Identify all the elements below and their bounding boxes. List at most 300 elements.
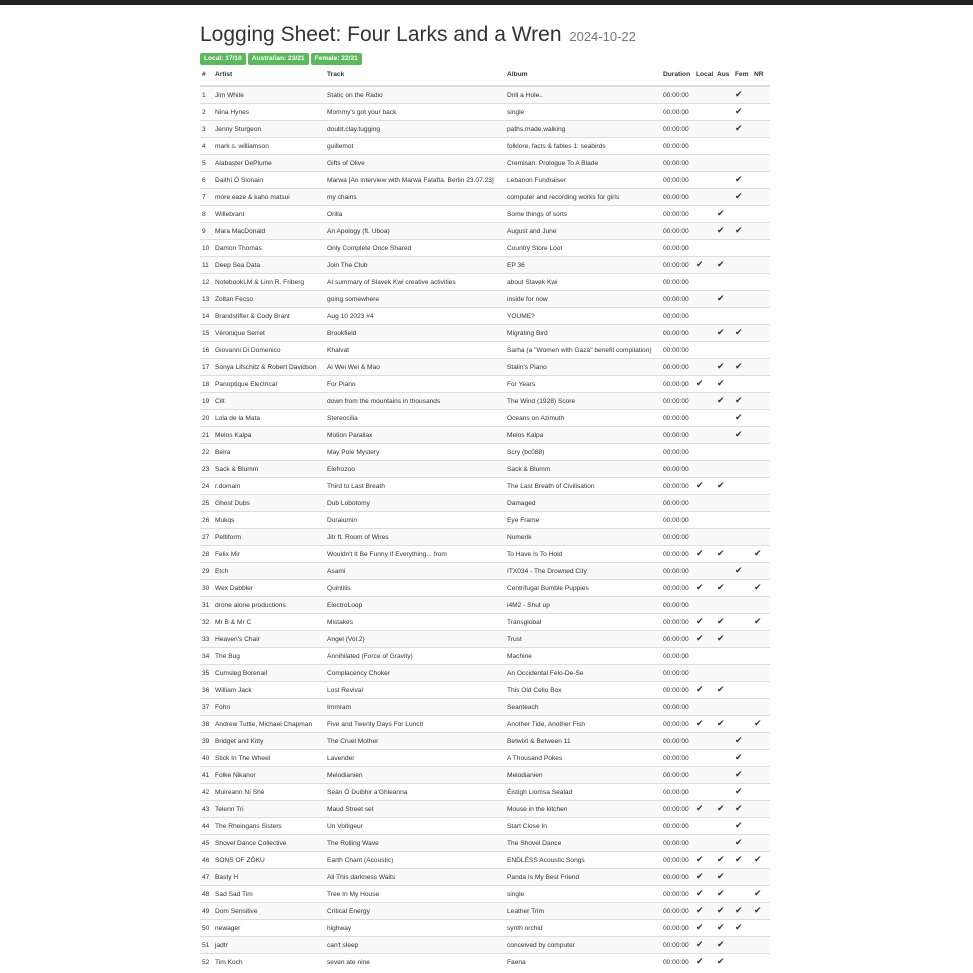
row-aus-check: ✔ <box>715 580 733 597</box>
row-artist: Jenny Sturgeon <box>213 121 325 138</box>
row-artist: Melos Kalpa <box>213 427 325 444</box>
row-fem-check <box>733 495 752 512</box>
row-track: Aug 10 2023 #4 <box>325 308 505 325</box>
row-fem-check: ✔ <box>733 172 752 189</box>
table-row <box>200 937 770 954</box>
row-album: YOUME? <box>505 308 661 325</box>
row-number: 25 <box>200 495 213 512</box>
row-fem-check: ✔ <box>733 767 752 784</box>
row-album: To Have Is To Hold <box>505 546 661 563</box>
row-album: Trust <box>505 631 661 648</box>
row-fem-check <box>733 597 752 614</box>
row-artist: Zoltan Fecso <box>213 291 325 308</box>
row-duration: 00:00:00 <box>661 597 694 614</box>
table-row <box>200 750 770 767</box>
row-artist: Shovel Dance Collective <box>213 835 325 852</box>
row-artist: jadtr <box>213 937 325 954</box>
row-nr-check <box>752 597 770 614</box>
row-aus-check <box>715 274 733 291</box>
row-number: 16 <box>200 342 213 359</box>
table-row <box>200 291 770 308</box>
row-album: ITX034 - The Drowned City <box>505 563 661 580</box>
row-album: Éistigh Liomsa Sealad <box>505 784 661 801</box>
row-track: Critical Energy <box>325 903 505 920</box>
row-track: Mistakes <box>325 614 505 631</box>
row-aus-check: ✔ <box>715 937 733 954</box>
row-number: 29 <box>200 563 213 580</box>
row-duration: 00:00:00 <box>661 393 694 410</box>
row-nr-check <box>752 750 770 767</box>
table-row <box>200 699 770 716</box>
row-album: Start Close In <box>505 818 661 835</box>
row-duration: 00:00:00 <box>661 563 694 580</box>
row-track: Dub Lobotomy <box>325 495 505 512</box>
row-fem-check: ✔ <box>733 818 752 835</box>
row-track: Join The Club <box>325 257 505 274</box>
row-number: 28 <box>200 546 213 563</box>
row-nr-check <box>752 767 770 784</box>
row-duration: 00:00:00 <box>661 954 694 971</box>
row-album: Sarha (a "Women with Gaza" benefit compilation) <box>505 342 661 359</box>
row-number: 13 <box>200 291 213 308</box>
table-row <box>200 155 770 172</box>
table-row <box>200 716 770 733</box>
row-local-check <box>694 529 715 546</box>
row-duration: 00:00:00 <box>661 291 694 308</box>
table-row <box>200 478 770 495</box>
row-fem-check: ✔ <box>733 427 752 444</box>
row-fem-check: ✔ <box>733 920 752 937</box>
row-track: seven ate nine <box>325 954 505 971</box>
row-number: 42 <box>200 784 213 801</box>
row-nr-check <box>752 495 770 512</box>
row-track: Ai Wei Wei & Mao <box>325 359 505 376</box>
row-artist: Lola de la Mata <box>213 410 325 427</box>
row-local-check <box>694 138 715 155</box>
row-local-check <box>694 648 715 665</box>
row-aus-check <box>715 240 733 257</box>
row-number: 41 <box>200 767 213 784</box>
row-aus-check <box>715 835 733 852</box>
row-album: Numerik <box>505 529 661 546</box>
row-duration: 00:00:00 <box>661 886 694 903</box>
row-duration: 00:00:00 <box>661 461 694 478</box>
row-artist: Panoptique Electrical <box>213 376 325 393</box>
row-album: Some things of sorts <box>505 206 661 223</box>
row-artist: Fohn <box>213 699 325 716</box>
row-nr-check <box>752 427 770 444</box>
row-local-check: ✔ <box>694 886 715 903</box>
header-number: # <box>200 68 213 86</box>
row-track: For Piano <box>325 376 505 393</box>
row-album: Betwixt & Between 11 <box>505 733 661 750</box>
row-fem-check <box>733 376 752 393</box>
row-duration: 00:00:00 <box>661 86 694 104</box>
table-row <box>200 614 770 631</box>
row-local-check <box>694 495 715 512</box>
table-row <box>200 733 770 750</box>
row-aus-check <box>715 784 733 801</box>
row-local-check: ✔ <box>694 716 715 733</box>
row-artist: Andrew Tuttle, Michael Chapman <box>213 716 325 733</box>
row-album: folklore, facts & fables 1: seabirds <box>505 138 661 155</box>
table-row <box>200 886 770 903</box>
row-local-check <box>694 427 715 444</box>
row-nr-check <box>752 631 770 648</box>
row-artist: Stick In The Wheel <box>213 750 325 767</box>
row-duration: 00:00:00 <box>661 325 694 342</box>
row-fem-check <box>733 886 752 903</box>
row-duration: 00:00:00 <box>661 495 694 512</box>
row-artist: Sack & Blumm <box>213 461 325 478</box>
row-number: 32 <box>200 614 213 631</box>
header-aus: Aus <box>715 68 733 86</box>
row-fem-check <box>733 665 752 682</box>
row-nr-check <box>752 342 770 359</box>
table-row <box>200 325 770 342</box>
row-artist: Mukqs <box>213 512 325 529</box>
row-album: August and June <box>505 223 661 240</box>
table-row <box>200 376 770 393</box>
table-row <box>200 257 770 274</box>
row-duration: 00:00:00 <box>661 733 694 750</box>
row-nr-check <box>752 86 770 104</box>
row-artist: Cumsleg Borenail <box>213 665 325 682</box>
row-duration: 00:00:00 <box>661 359 694 376</box>
row-artist: Basty H <box>213 869 325 886</box>
row-nr-check <box>752 206 770 223</box>
row-local-check <box>694 121 715 138</box>
row-fem-check <box>733 954 752 971</box>
table-header-row <box>200 68 770 86</box>
row-artist: Dom Sensitive <box>213 903 325 920</box>
row-number: 19 <box>200 393 213 410</box>
row-track: Elefrozoo <box>325 461 505 478</box>
row-track: The Cruel Mother <box>325 733 505 750</box>
row-duration: 00:00:00 <box>661 937 694 954</box>
row-aus-check <box>715 529 733 546</box>
page-heading <box>200 22 770 50</box>
row-track: down from the mountains in thousands <box>325 393 505 410</box>
page-title: Logging Sheet: Four Larks and a Wren <box>200 23 562 46</box>
row-fem-check: ✔ <box>733 410 752 427</box>
row-aus-check: ✔ <box>715 393 733 410</box>
row-album: This Old Cello Box <box>505 682 661 699</box>
row-number: 9 <box>200 223 213 240</box>
row-local-check: ✔ <box>694 631 715 648</box>
row-aus-check <box>715 444 733 461</box>
table-row <box>200 835 770 852</box>
table-row <box>200 427 770 444</box>
row-number: 15 <box>200 325 213 342</box>
row-aus-check <box>715 410 733 427</box>
row-fem-check <box>733 291 752 308</box>
row-album: Another Tide, Another Fish <box>505 716 661 733</box>
row-nr-check <box>752 682 770 699</box>
row-nr-check <box>752 699 770 716</box>
row-album: synth orchid <box>505 920 661 937</box>
row-aus-check: ✔ <box>715 869 733 886</box>
row-nr-check <box>752 223 770 240</box>
table-row <box>200 903 770 920</box>
table-row <box>200 784 770 801</box>
row-artist: Telenn Tri <box>213 801 325 818</box>
table-row <box>200 665 770 682</box>
row-local-check <box>694 223 715 240</box>
row-number: 12 <box>200 274 213 291</box>
row-nr-check <box>752 801 770 818</box>
row-fem-check: ✔ <box>733 393 752 410</box>
row-number: 48 <box>200 886 213 903</box>
row-album: A Thousand Pokes <box>505 750 661 767</box>
row-local-check <box>694 699 715 716</box>
row-aus-check: ✔ <box>715 903 733 920</box>
row-album: The Shovel Dance <box>505 835 661 852</box>
row-number: 35 <box>200 665 213 682</box>
row-number: 50 <box>200 920 213 937</box>
row-fem-check <box>733 869 752 886</box>
row-album: Melodianien <box>505 767 661 784</box>
header-duration: Duration <box>661 68 694 86</box>
row-album: Faena <box>505 954 661 971</box>
row-number: 17 <box>200 359 213 376</box>
row-track: doubt.clay.tugging <box>325 121 505 138</box>
table-row <box>200 495 770 512</box>
row-number: 21 <box>200 427 213 444</box>
row-fem-check <box>733 138 752 155</box>
row-fem-check: ✔ <box>733 121 752 138</box>
table-row <box>200 359 770 376</box>
row-local-check: ✔ <box>694 954 715 971</box>
row-duration: 00:00:00 <box>661 274 694 291</box>
row-fem-check <box>733 682 752 699</box>
header-album: Album <box>505 68 661 86</box>
quota-badges <box>200 53 770 66</box>
row-fem-check <box>733 342 752 359</box>
row-album: Transglobal <box>505 614 661 631</box>
row-duration: 00:00:00 <box>661 308 694 325</box>
row-local-check <box>694 86 715 104</box>
row-artist: Heaven's Chair <box>213 631 325 648</box>
row-artist: Véronique Serret <box>213 325 325 342</box>
row-nr-check <box>752 444 770 461</box>
row-number: 30 <box>200 580 213 597</box>
row-duration: 00:00:00 <box>661 869 694 886</box>
row-album: single <box>505 104 661 121</box>
row-number: 2 <box>200 104 213 121</box>
row-number: 40 <box>200 750 213 767</box>
row-duration: 00:00:00 <box>661 580 694 597</box>
row-track: Quintilis <box>325 580 505 597</box>
table-row <box>200 444 770 461</box>
row-local-check <box>694 818 715 835</box>
row-fem-check <box>733 529 752 546</box>
row-number: 24 <box>200 478 213 495</box>
row-fem-check <box>733 308 752 325</box>
row-album: Drill a Hole.. <box>505 86 661 104</box>
row-fem-check <box>733 614 752 631</box>
row-track: Khalvat <box>325 342 505 359</box>
row-aus-check <box>715 597 733 614</box>
row-local-check <box>694 325 715 342</box>
table-row <box>200 869 770 886</box>
row-track: going somewhere <box>325 291 505 308</box>
row-duration: 00:00:00 <box>661 818 694 835</box>
row-number: 5 <box>200 155 213 172</box>
table-row <box>200 274 770 291</box>
row-fem-check: ✔ <box>733 750 752 767</box>
row-artist: Muireann Ní Shé <box>213 784 325 801</box>
row-number: 4 <box>200 138 213 155</box>
table-row <box>200 546 770 563</box>
row-aus-check <box>715 189 733 206</box>
row-local-check <box>694 155 715 172</box>
table-row <box>200 121 770 138</box>
row-aus-check: ✔ <box>715 257 733 274</box>
row-local-check: ✔ <box>694 376 715 393</box>
row-duration: 00:00:00 <box>661 427 694 444</box>
row-track: Mommy's got your back <box>325 104 505 121</box>
row-artist: Daithí Ó Sionain <box>213 172 325 189</box>
row-local-check <box>694 342 715 359</box>
row-artist: newager <box>213 920 325 937</box>
row-aus-check: ✔ <box>715 223 733 240</box>
row-artist: Alabaster DePlume <box>213 155 325 172</box>
row-aus-check <box>715 512 733 529</box>
row-number: 43 <box>200 801 213 818</box>
row-nr-check <box>752 376 770 393</box>
row-local-check <box>694 308 715 325</box>
row-nr-check <box>752 478 770 495</box>
row-duration: 00:00:00 <box>661 104 694 121</box>
row-track: Lost Revival <box>325 682 505 699</box>
row-track: May Pole Mystery <box>325 444 505 461</box>
table-row <box>200 852 770 869</box>
row-duration: 00:00:00 <box>661 410 694 427</box>
table-row <box>200 818 770 835</box>
table-row <box>200 563 770 580</box>
row-duration: 00:00:00 <box>661 529 694 546</box>
row-number: 10 <box>200 240 213 257</box>
row-local-check <box>694 750 715 767</box>
row-fem-check <box>733 546 752 563</box>
row-aus-check: ✔ <box>715 376 733 393</box>
table-row <box>200 342 770 359</box>
tracks-table <box>200 68 770 970</box>
row-aus-check: ✔ <box>715 920 733 937</box>
row-aus-check: ✔ <box>715 716 733 733</box>
row-nr-check: ✔ <box>752 903 770 920</box>
row-aus-check: ✔ <box>715 682 733 699</box>
row-duration: 00:00:00 <box>661 801 694 818</box>
row-nr-check <box>752 257 770 274</box>
row-track: Stereocilia <box>325 410 505 427</box>
row-track: Earth Chant (Acoustic) <box>325 852 505 869</box>
row-fem-check: ✔ <box>733 784 752 801</box>
row-artist: more eaze & kaho matsui <box>213 189 325 206</box>
table-row <box>200 240 770 257</box>
row-artist: mark s. williamson <box>213 138 325 155</box>
row-nr-check <box>752 529 770 546</box>
row-album: The Wind (1928) Score <box>505 393 661 410</box>
row-album: single <box>505 886 661 903</box>
row-number: 7 <box>200 189 213 206</box>
australian-quota-badge: Australian: 23/21 <box>248 53 309 65</box>
row-track: my chains <box>325 189 505 206</box>
row-duration: 00:00:00 <box>661 699 694 716</box>
header-fem: Fem <box>733 68 752 86</box>
row-nr-check: ✔ <box>752 716 770 733</box>
row-local-check: ✔ <box>694 257 715 274</box>
row-aus-check: ✔ <box>715 852 733 869</box>
row-fem-check: ✔ <box>733 223 752 240</box>
row-nr-check <box>752 393 770 410</box>
row-artist: Willebrant <box>213 206 325 223</box>
row-artist: Etch <box>213 563 325 580</box>
row-local-check <box>694 410 715 427</box>
row-nr-check <box>752 274 770 291</box>
row-duration: 00:00:00 <box>661 121 694 138</box>
row-artist: Deep Sea Data <box>213 257 325 274</box>
row-duration: 00:00:00 <box>661 223 694 240</box>
row-local-check <box>694 784 715 801</box>
row-local-check: ✔ <box>694 852 715 869</box>
row-artist: Jim White <box>213 86 325 104</box>
row-album: about Slavek Kwi <box>505 274 661 291</box>
row-artist: Beira <box>213 444 325 461</box>
row-artist: Peltiform <box>213 529 325 546</box>
row-nr-check <box>752 325 770 342</box>
row-aus-check <box>715 121 733 138</box>
row-nr-check <box>752 648 770 665</box>
row-local-check <box>694 189 715 206</box>
row-nr-check <box>752 784 770 801</box>
table-row <box>200 138 770 155</box>
row-artist: Ghost Dubs <box>213 495 325 512</box>
row-artist: Sonya Lifschitz & Robert Davidson <box>213 359 325 376</box>
header-artist: Artist <box>213 68 325 86</box>
top-bar <box>0 0 973 5</box>
row-aus-check <box>715 427 733 444</box>
row-track: Annihilated (Force of Gravity) <box>325 648 505 665</box>
row-fem-check: ✔ <box>733 835 752 852</box>
row-track: Motion Parallax <box>325 427 505 444</box>
row-album: conceived by computer <box>505 937 661 954</box>
row-duration: 00:00:00 <box>661 342 694 359</box>
row-track: Five and Twenty Days For Lunch <box>325 716 505 733</box>
row-album: paths.made.walking <box>505 121 661 138</box>
table-row <box>200 104 770 121</box>
row-local-check <box>694 206 715 223</box>
row-fem-check: ✔ <box>733 563 752 580</box>
row-album: inside for now <box>505 291 661 308</box>
row-number: 8 <box>200 206 213 223</box>
row-duration: 00:00:00 <box>661 682 694 699</box>
row-artist: Folke Nikanor <box>213 767 325 784</box>
row-track: Complacency Choker <box>325 665 505 682</box>
row-nr-check <box>752 104 770 121</box>
row-aus-check <box>715 86 733 104</box>
row-duration: 00:00:00 <box>661 665 694 682</box>
row-album: Scry (bc088) <box>505 444 661 461</box>
row-number: 27 <box>200 529 213 546</box>
row-artist: Tim Koch <box>213 954 325 971</box>
row-duration: 00:00:00 <box>661 920 694 937</box>
row-nr-check <box>752 189 770 206</box>
row-track: guillemot <box>325 138 505 155</box>
row-artist: NotebookLM & Linn R. Friberg <box>213 274 325 291</box>
row-number: 45 <box>200 835 213 852</box>
